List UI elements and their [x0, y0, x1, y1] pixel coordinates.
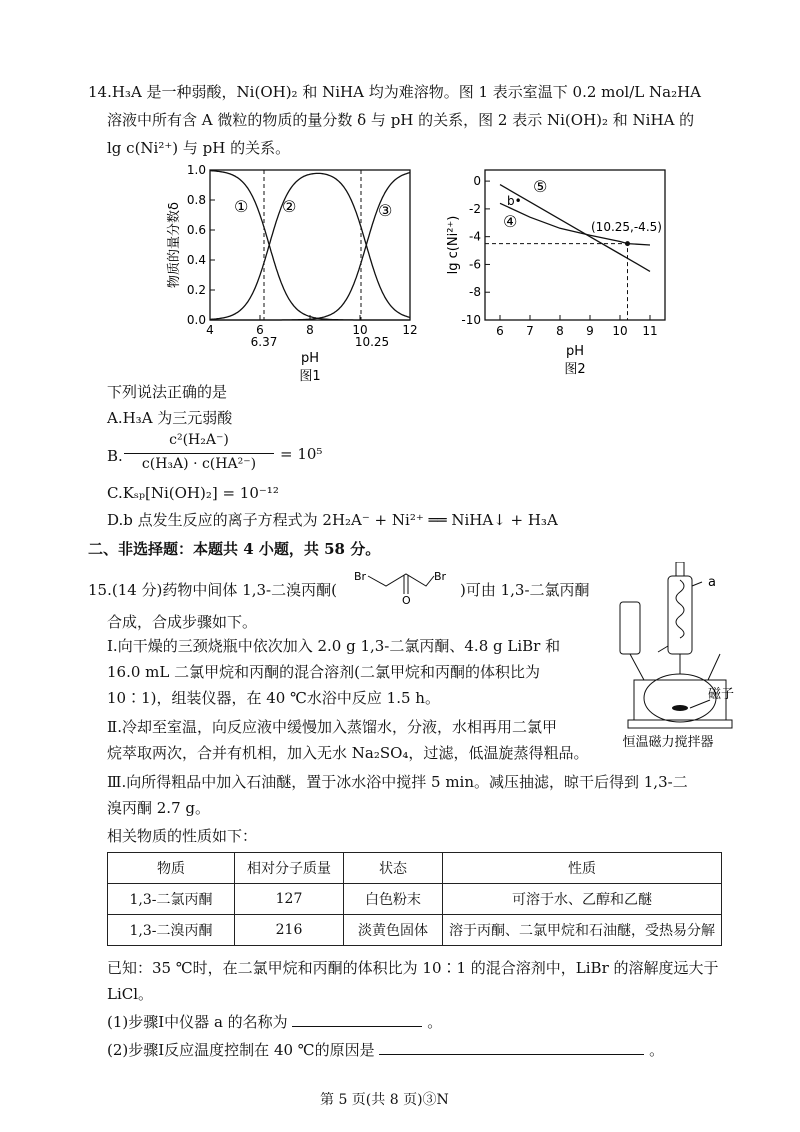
q14-option-b-denominator: c(H₃A) · c(HA²⁻) — [141, 456, 257, 472]
fig2-label-5: ⑤ — [533, 177, 548, 196]
q14-option-b-fraction-bar — [124, 453, 274, 454]
properties-table — [107, 852, 722, 946]
fig1-xtick-label: 6 — [256, 323, 264, 337]
fig2-ytick-label: 0 — [473, 174, 481, 189]
table-cell: 可溶于水、乙醇和乙醚 — [443, 884, 722, 915]
fig1-ytick-label: 0.6 — [186, 223, 206, 237]
dibromoacetone-structure — [350, 566, 460, 606]
q15-line2: 合成，合成步骤如下。 — [107, 613, 258, 631]
q15-subq-1-end: 。 — [427, 1013, 443, 1031]
q15-subq-1 — [107, 1012, 442, 1032]
fig1-curve-3 — [210, 173, 410, 320]
fig1-label-2: ② — [282, 197, 297, 216]
fig1-label-3: ③ — [378, 201, 393, 220]
magnet-pointer — [690, 700, 710, 708]
q15-props-intro: 相关物质的性质如下： — [107, 827, 258, 845]
fig1-caption: 图1 — [299, 369, 321, 382]
table-header-row — [108, 853, 722, 884]
q15-subq-1-text: (1)步骤Ⅰ中仪器 a 的名称为 — [107, 1013, 288, 1031]
fig2-xtick-label: 6 — [496, 324, 504, 338]
q14-prompt: 下列说法正确的是 — [107, 383, 228, 401]
fig2-xtick-label: 7 — [526, 324, 534, 338]
mol-skeleton — [368, 574, 434, 586]
answer-blank-1[interactable] — [292, 1026, 422, 1027]
reaction-apparatus — [598, 562, 738, 752]
stir-bar — [672, 705, 688, 711]
dropping-funnel — [620, 602, 640, 654]
q14-option-b-numerator: c²(H₂A⁻) — [169, 432, 229, 448]
q14-option-c: C.Kₛₚ[Ni(OH)₂] = 10⁻¹² — [107, 484, 279, 502]
mol-oxygen: O — [402, 594, 411, 606]
q15-step1-b: 16.0 mL 二氯甲烷和丙酮的混合溶剂(二氯甲烷和丙酮的体积比为 — [107, 663, 540, 681]
condenser-coil — [676, 580, 684, 638]
fig1-frame — [210, 170, 410, 320]
answer-blank-2[interactable] — [379, 1054, 644, 1055]
q15-step1-a: Ⅰ.向干燥的三颈烧瓶中依次加入 2.0 g 1,3-二氯丙酮、4.8 g LiBr 和 — [107, 637, 561, 655]
q14-option-b-eq: = 10⁵ — [280, 445, 323, 463]
table-cell: 1,3-二溴丙酮 — [108, 915, 235, 946]
fig1-xtick-label: 12 — [402, 323, 418, 337]
q15-step3-b: 溴丙酮 2.7 g。 — [107, 799, 210, 817]
table-cell: 216 — [235, 915, 344, 946]
fig2-xtick-label: 11 — [642, 324, 658, 338]
fig1-ytick-label: 0.0 — [186, 313, 206, 327]
fig2-xtick-label: 8 — [556, 324, 564, 338]
fig2-xlabel: pH — [565, 344, 585, 359]
q14-option-a: A.H₃A 为三元弱酸 — [107, 409, 233, 427]
fig2-ylabel: lg c(Ni²⁺) — [446, 215, 461, 275]
figure-2 — [445, 165, 675, 380]
q14-line3: lg c(Ni²⁺) 与 pH 的关系。 — [107, 139, 291, 157]
table-cell: 127 — [235, 884, 344, 915]
label-a: a — [708, 575, 716, 590]
condenser-top — [676, 562, 684, 576]
fig1-ytick-label: 0.8 — [186, 193, 206, 207]
fig1-xlabel: pH — [300, 351, 320, 366]
table-cell: 淡黄色固体 — [344, 915, 443, 946]
fig2-caption: 图2 — [564, 362, 586, 377]
fig1-curve-2 — [210, 173, 410, 319]
condenser-a — [668, 576, 692, 654]
table-header: 性质 — [443, 853, 722, 884]
fig1-curve-1 — [210, 171, 410, 320]
fig2-ytick-label: -6 — [469, 257, 481, 272]
page-footer: 第 5 页(共 8 页)③N — [320, 1092, 449, 1108]
q15-note-a: 已知：35 ℃时，在二氯甲烷和丙酮的体积比为 10∶1 的混合溶剂中，LiBr 的溶解度远大于 — [107, 959, 719, 977]
q15-intro-a: 15.(14 分)药物中间体 1,3-二溴丙酮( — [88, 581, 337, 599]
q14-line1: 14.H₃A 是一种弱酸，Ni(OH)₂ 和 NiHA 均为难溶物。图 1 表示室温下 0.2 mol/L Na₂HA — [88, 83, 702, 101]
figure-1 — [160, 160, 440, 382]
q15-step2-a: Ⅱ.冷却至室温，向反应液中缓慢加入蒸馏水，分液，水相再用二氯甲 — [107, 718, 557, 736]
fig2-xtick-label: 10 — [612, 324, 628, 338]
fig1-xtick-label: 10 — [352, 323, 368, 337]
section-2-heading: 二、非选择题：本题共 4 小题，共 58 分。 — [88, 540, 381, 558]
fig2-label-4: ④ — [503, 212, 518, 231]
fig1-mark-10-25: 10.25 — [354, 335, 390, 349]
fig2-ytick-label: -8 — [469, 285, 481, 300]
q15-step2-b: 烷萃取两次，合并有机相，加入无水 Na₂SO₄，过滤，低温旋蒸得粗品。 — [107, 744, 589, 762]
flask — [644, 674, 716, 722]
label-magnet: 磁子 — [708, 687, 735, 702]
fig2-xtick-label: 9 — [586, 324, 594, 338]
fig2-point-label: (10.25,-4.5) — [591, 220, 662, 234]
fig1-ytick-label: 0.4 — [186, 253, 206, 267]
fig2-frame — [485, 170, 665, 320]
q15-step3-a: Ⅲ.向所得粗品中加入石油醚，置于冰水浴中搅拌 5 min。减压抽滤，晾干后得到 1,3-二 — [107, 773, 688, 791]
table-header: 状态 — [344, 853, 443, 884]
fig2-point-b: b• — [507, 194, 522, 208]
fig1-xtick-label: 8 — [306, 323, 314, 337]
stirrer-base — [628, 720, 732, 728]
fig2-ytick-label: -2 — [469, 201, 481, 216]
table-cell: 白色粉末 — [344, 884, 443, 915]
table-row — [108, 884, 722, 915]
fig2-dashed-guides — [485, 244, 628, 320]
table-cell: 溶于丙酮、二氯甲烷和石油醚，受热易分解 — [443, 915, 722, 946]
q15-subq-2 — [107, 1040, 664, 1060]
q14-option-b-label: B. — [107, 447, 123, 465]
funnel-stem — [630, 654, 644, 680]
table-header: 相对分子质量 — [235, 853, 344, 884]
fig2-point-marker — [625, 241, 630, 246]
fig2-ytick-label: -4 — [469, 229, 481, 244]
q15-subq-2-end: 。 — [649, 1041, 665, 1059]
q14-option-d: D.b 点发生反应的离子方程式为 2H₂A⁻ + Ni²⁺ ══ NiHA↓ + H₃A — [107, 511, 558, 529]
mol-br-right: Br — [434, 570, 447, 583]
apparatus-caption: 恒温磁力搅拌器 — [622, 735, 714, 750]
q15-step1-c: 10∶1)，组装仪器，在 40 ℃水浴中反应 1.5 h。 — [107, 689, 440, 707]
fig1-label-1: ① — [234, 197, 249, 216]
q15-note-b: LiCl。 — [107, 985, 154, 1003]
fig1-ylabel: 物质的量分数δ — [167, 202, 182, 288]
table-header: 物质 — [108, 853, 235, 884]
fig1-ytick-label: 1.0 — [186, 163, 206, 177]
q15-intro-b: )可由 1,3-二氯丙酮 — [460, 581, 590, 599]
fig1-ytick-label: 0.2 — [186, 283, 206, 297]
q15-subq-2-text: (2)步骤Ⅰ反应温度控制在 40 ℃的原因是 — [107, 1041, 375, 1059]
side-neck — [708, 654, 720, 680]
table-cell: 1,3-二氯丙酮 — [108, 884, 235, 915]
fig1-xtick-label: 4 — [206, 323, 214, 337]
fig1-mark-6-37: 6.37 — [250, 335, 278, 349]
condenser-outlet — [692, 582, 702, 586]
mol-br-left: Br — [354, 570, 367, 583]
fig2-ytick-label: -10 — [461, 313, 481, 327]
q14-line2: 溶液中所有含 A 微粒的物质的量分数 δ 与 pH 的关系，图 2 表示 Ni(OH)₂ 和 NiHA 的 — [107, 111, 695, 129]
table-row — [108, 915, 722, 946]
condenser-inlet — [658, 646, 668, 652]
